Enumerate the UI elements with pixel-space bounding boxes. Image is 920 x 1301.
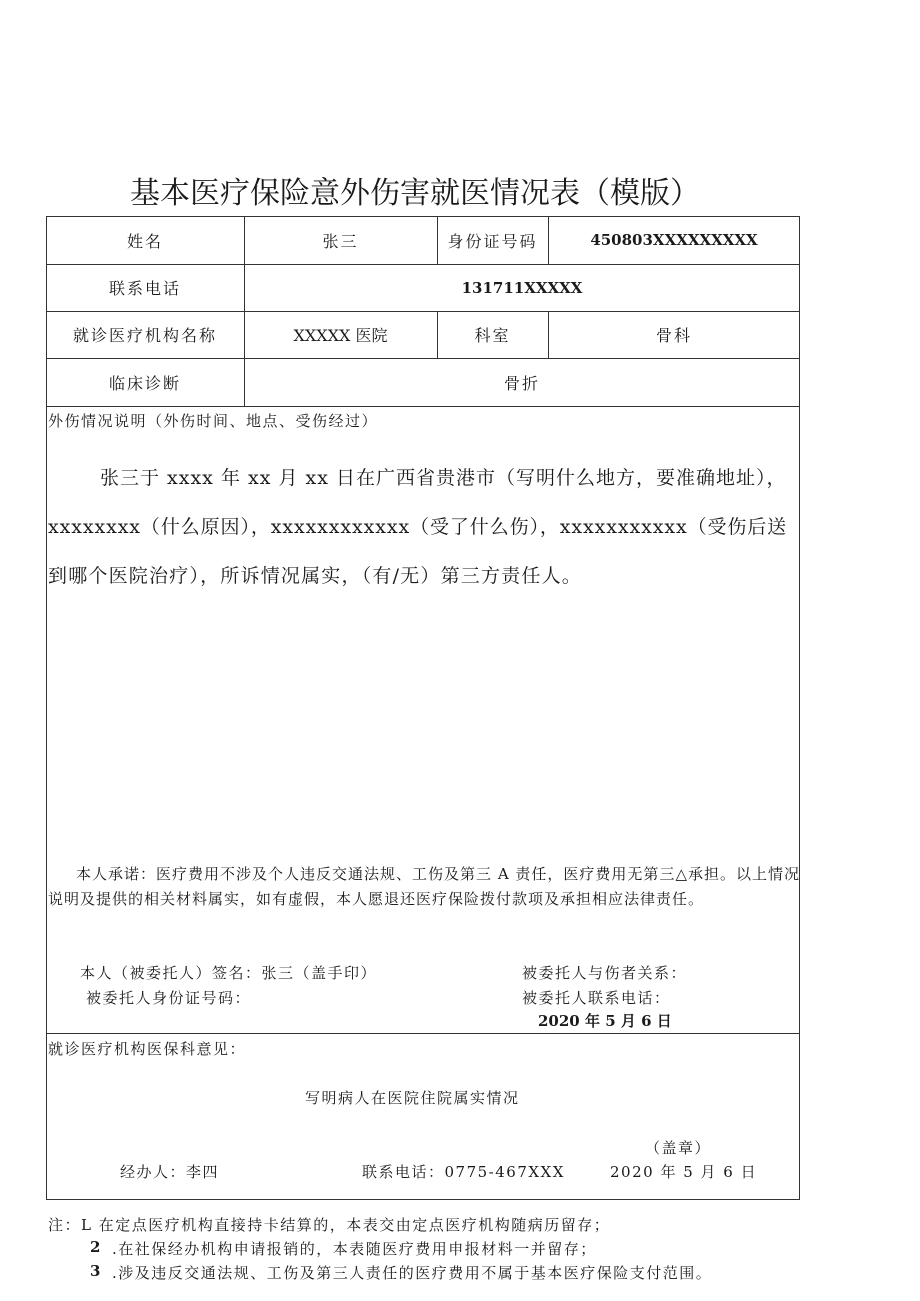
- signer-label: 本人（被委托人）签名：张三（盖手印）: [80, 964, 378, 982]
- name-value: 张三: [322, 231, 359, 251]
- note-2: .在社保经办机构申请报销的，本表随医疗费用申报材料一并留存；: [112, 1240, 597, 1258]
- injury-line-3: 到哪个医院治疗），所诉情况属实，（有/无）第三方责任人。: [48, 565, 583, 587]
- injury-heading: 外伤情况说明（外伤时间、地点、受伤经过）: [48, 412, 379, 430]
- signature-date: 2020 年 5 月 6 日: [538, 1012, 672, 1030]
- note-3-number: 3: [90, 1262, 102, 1280]
- id-value: 450803XXXXXXXXX: [590, 231, 758, 249]
- handler-label: 经办人：李四: [120, 1163, 220, 1181]
- injury-line-1: 张三于 xxxx 年 xx 月 xx 日在广西省贵港市（写明什么地方，要准确地址），: [100, 467, 787, 489]
- stamp-label: （盖章）: [645, 1139, 712, 1157]
- phone-label: 联系电话: [108, 279, 181, 298]
- promise-text: 本人承诺：医疗费用不涉及个人违反交通法规、工伤及第三 A 责任，医疗费用无第三△承担。以上情况说明及提供的相关材料属实，如有虚假，本人愿退还医疗保险拨付款项及承担相应法律责任。: [48, 865, 800, 908]
- form-title: 基本医疗保险意外伤害就医情况表（模版）: [130, 176, 700, 211]
- row-divider: [46, 406, 800, 407]
- dept-label: 科室: [474, 326, 511, 345]
- diagnosis-value: 骨折: [503, 373, 540, 393]
- hospital-label: 就诊医疗机构名称: [72, 326, 217, 345]
- injury-line-2: xxxxxxxx（什么原因），xxxxxxxxxxxx（受了什么伤），xxxxxxxxxxx（受伤后送: [48, 516, 788, 538]
- note-2-number: 2: [90, 1238, 102, 1256]
- proxy-phone-label: 被委托人联系电话：: [522, 989, 671, 1007]
- diagnosis-label: 临床诊断: [108, 373, 181, 393]
- proxy-id-label: 被委托人身份证号码：: [86, 989, 252, 1007]
- dept-value: 骨科: [655, 326, 692, 345]
- id-label: 身份证号码: [447, 231, 538, 251]
- relation-label: 被委托人与伤者关系：: [522, 964, 688, 982]
- note-3: .涉及违反交通法规、工伤及第三人责任的医疗费用不属于基本医疗保险支付范围。: [112, 1264, 713, 1282]
- opinion-content: 写明病人在医院住院属实情况: [305, 1089, 520, 1107]
- note-1: 注：L 在定点医疗机构直接持卡结算的，本表交由定点医疗机构随病历留存；: [48, 1216, 611, 1234]
- hospital-value: XXXXX 医院: [293, 326, 388, 345]
- phone-value: 131711XXXXX: [461, 278, 583, 297]
- opinion-phone: 联系电话：0775-467XXX: [362, 1163, 565, 1181]
- name-label: 姓名: [126, 231, 163, 251]
- opinion-heading: 就诊医疗机构医保科意见：: [48, 1040, 247, 1058]
- row-divider: [46, 1033, 800, 1034]
- opinion-date: 2020 年 5 月 6 日: [610, 1163, 758, 1181]
